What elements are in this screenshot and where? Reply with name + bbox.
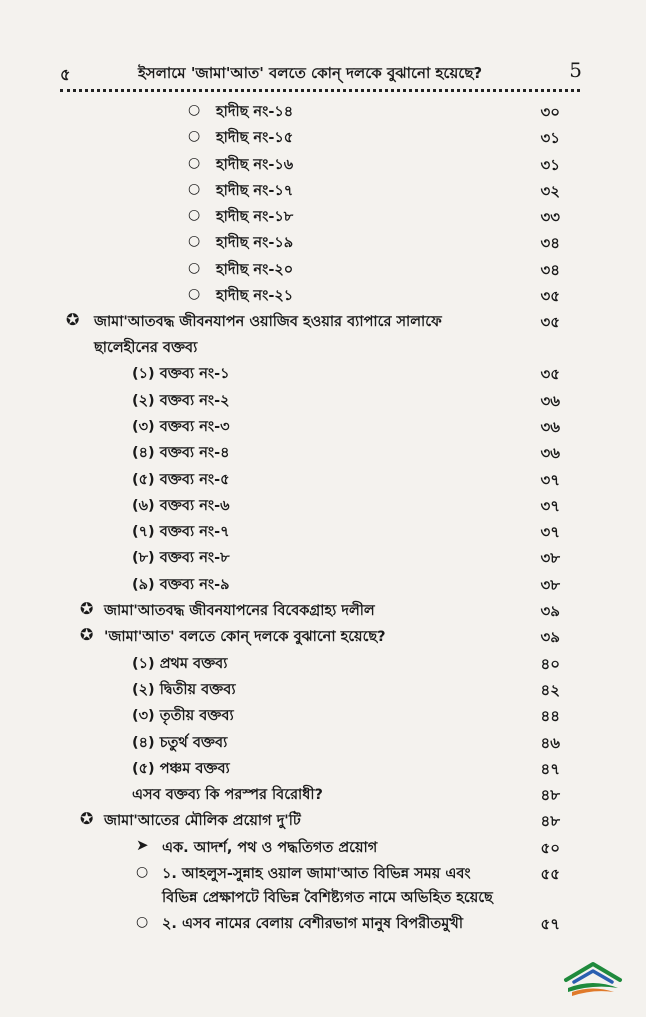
toc-page-number: ৩৬: [540, 417, 560, 436]
circle-bullet-icon: ○: [136, 864, 149, 881]
toc-entry: [0, 833, 646, 859]
toc-entry: [0, 570, 646, 596]
toc-entry: [0, 386, 646, 412]
toc-entry-text: হাদীছ নং-২০: [216, 261, 294, 278]
toc-page-number: ৪৪: [540, 707, 560, 726]
toc-page-number: ৩৫: [540, 365, 560, 384]
toc-entry-text: জামা'আতের মৌলিক প্রয়োগ দু'টি: [104, 813, 301, 830]
toc-page-number: ৩৬: [540, 391, 560, 410]
star-bullet-icon: ✪: [80, 599, 94, 619]
publisher-logo-icon: [562, 958, 624, 998]
toc-page-number: ৩৫: [540, 313, 560, 332]
toc-entry-text: এসব বক্তব্য কি পরস্পর বিরোধী?: [132, 787, 323, 804]
toc-entry-text: (৩) তৃতীয় বক্তব্য: [132, 708, 234, 725]
toc-entry-text: (১) বক্তব্য নং-১: [132, 366, 230, 383]
toc-page-number: ৩৪: [540, 260, 560, 279]
toc-entry: [0, 359, 646, 385]
toc-page-number: ৩৯: [540, 628, 560, 647]
toc-entry-text: (৫) বক্তব্য নং-৫: [132, 471, 230, 488]
toc-entry: [0, 150, 646, 176]
toc-entry: [0, 517, 646, 543]
toc-entry-text: হাদীছ নং-১৪: [216, 104, 294, 120]
toc-entry: [0, 596, 646, 622]
toc-entry-text: (৩) বক্তব্য নং-৩: [132, 418, 230, 435]
toc-entry: [0, 412, 646, 438]
toc-entry-text: (৪) চতুর্থ বক্তব্য: [132, 734, 228, 751]
toc-page-number: ৩৫: [540, 287, 560, 306]
toc-entry-text: এক. আদর্শ, পথ ও পদ্ধতিগত প্রয়োগ: [162, 839, 378, 856]
toc-page-number: ৩৮: [540, 549, 560, 568]
circle-bullet-icon: ○: [188, 180, 201, 197]
circle-bullet-icon: ○: [188, 207, 201, 224]
toc-entry-text: হাদীছ নং-১৯: [216, 235, 294, 252]
circle-bullet-icon: ○: [188, 128, 201, 145]
toc-entry-continuation: বিভিন্ন প্রেক্ষাপটে বিভিন্ন বৈশিষ্ট্যগত নামে অভিহিত হয়েছে: [162, 890, 493, 907]
toc-entry-text: হাদীছ নং-২১: [216, 288, 294, 305]
toc-entry: [0, 176, 646, 202]
toc-entry: [0, 123, 646, 149]
toc-entry: [0, 281, 646, 307]
toc-entry: [0, 675, 646, 701]
toc-page-number: ৩৭: [540, 470, 560, 489]
toc-entry: [0, 543, 646, 569]
page-number-latin: 5: [569, 58, 582, 82]
running-title: ইসলামে 'জামা'আত' বলতে কোন্ দলকে বুঝানো হয়েছে?: [138, 64, 483, 82]
circle-bullet-icon: ○: [188, 102, 201, 118]
toc-entry: [0, 806, 646, 832]
toc-entry-text: হাদীছ নং-১৮: [216, 209, 294, 226]
toc-entry-text: (৬) বক্তব্য নং-৬: [132, 497, 230, 514]
toc-page-number: ৩৮: [540, 575, 560, 594]
toc-entry: [0, 909, 646, 935]
star-bullet-icon: ✪: [80, 625, 94, 645]
toc-list: [0, 97, 646, 935]
toc-entry: [0, 228, 646, 254]
toc-entry-text: (১) প্রথম বক্তব্য: [132, 655, 228, 672]
toc-page-number: ৫০: [540, 838, 560, 857]
toc-page-number: ৪৮: [540, 786, 560, 805]
toc-entry: [0, 438, 646, 464]
toc-entry-text: হাদীছ নং-১৭: [216, 182, 294, 199]
toc-page-number: ৪৭: [540, 759, 560, 778]
toc-page-number: ৩২: [540, 181, 560, 200]
toc-entry-text: (৯) বক্তব্য নং-৯: [132, 576, 230, 593]
circle-bullet-icon: ○: [188, 286, 201, 303]
toc-entry-text: জামা'আতবদ্ধ জীবনযাপনের বিবেকগ্রাহ্য দলীল: [104, 603, 375, 620]
toc-entry-text: 'জামা'আত' বলতে কোন্ দলকে বুঝানো হয়েছে?: [104, 629, 386, 646]
toc-entry-text: ২. এসব নামের বেলায় বেশীরভাগ মানুষ বিপরীতমুখী: [162, 916, 463, 933]
header-dotted-rule: [60, 89, 580, 92]
arrow-bullet-icon: ➤: [136, 835, 149, 854]
toc-entry-text: (৮) বক্তব্য নং-৮: [132, 550, 230, 567]
toc-entry: [0, 701, 646, 727]
circle-bullet-icon: ○: [188, 154, 201, 171]
toc-entry-text: হাদীছ নং-১৫: [216, 130, 294, 147]
toc-page-number: ৩৭: [540, 496, 560, 515]
toc-page-number: ৪২: [540, 680, 560, 699]
toc-page-number: ৩৩: [540, 208, 560, 227]
toc-page-number: ৩৭: [540, 523, 560, 542]
toc-entry-text: হাদীছ নং-১৬: [216, 156, 294, 173]
toc-entry: [0, 780, 646, 806]
toc-page-number: ৩০: [540, 103, 560, 121]
toc-entry: [0, 491, 646, 517]
toc-page-number: ৫৫: [540, 865, 560, 884]
page-header: [60, 58, 582, 86]
star-bullet-icon: ✪: [80, 809, 94, 829]
toc-entry-text: (২) দ্বিতীয় বক্তব্য: [132, 681, 236, 698]
toc-page-number: ৩১: [540, 155, 560, 174]
toc-entry-text: (৭) বক্তব্য নং-৭: [132, 524, 230, 541]
toc-entry: [0, 97, 646, 123]
toc-entry-text: ১. আহলুস-সুন্নাহ ওয়াল জামা'আত বিভিন্ন সময় এবং: [162, 866, 471, 883]
toc-page-number: ৪০: [540, 654, 560, 673]
toc-entry: [0, 728, 646, 754]
toc-entry: [0, 465, 646, 491]
toc-entry: [0, 202, 646, 228]
toc-entry-text: (৫) পঞ্চম বক্তব্য: [132, 760, 230, 777]
page-number-bengali: ৫: [60, 65, 71, 84]
toc-entry: [0, 754, 646, 780]
toc-page-number: ৩১: [540, 129, 560, 148]
toc-entry-text: (৪) বক্তব্য নং-৪: [132, 445, 230, 462]
toc-entry: [0, 649, 646, 675]
toc-page-number: ৫৭: [540, 915, 560, 934]
star-bullet-icon: ✪: [66, 310, 80, 330]
toc-page-number: ৪৮: [540, 812, 560, 831]
toc-entry: [0, 307, 646, 359]
toc-entry-continuation: ছালেহীনের বক্তব্য: [94, 340, 198, 357]
toc-entry: [0, 859, 646, 909]
circle-bullet-icon: ○: [136, 914, 149, 931]
toc-page-number: ৩৯: [540, 602, 560, 621]
circle-bullet-icon: ○: [188, 233, 201, 250]
toc-page-number: ৪৬: [540, 733, 560, 752]
toc-page-number: ৩৬: [540, 444, 560, 463]
toc-entry-text: জামা'আতবদ্ধ জীবনযাপন ওয়াজিব হওয়ার ব্যাপারে সালাফে: [94, 314, 442, 331]
circle-bullet-icon: ○: [188, 259, 201, 276]
toc-page-number: ৩৪: [540, 234, 560, 253]
toc-entry: [0, 622, 646, 648]
toc-entry-text: (২) বক্তব্য নং-২: [132, 392, 230, 409]
toc-entry: [0, 255, 646, 281]
